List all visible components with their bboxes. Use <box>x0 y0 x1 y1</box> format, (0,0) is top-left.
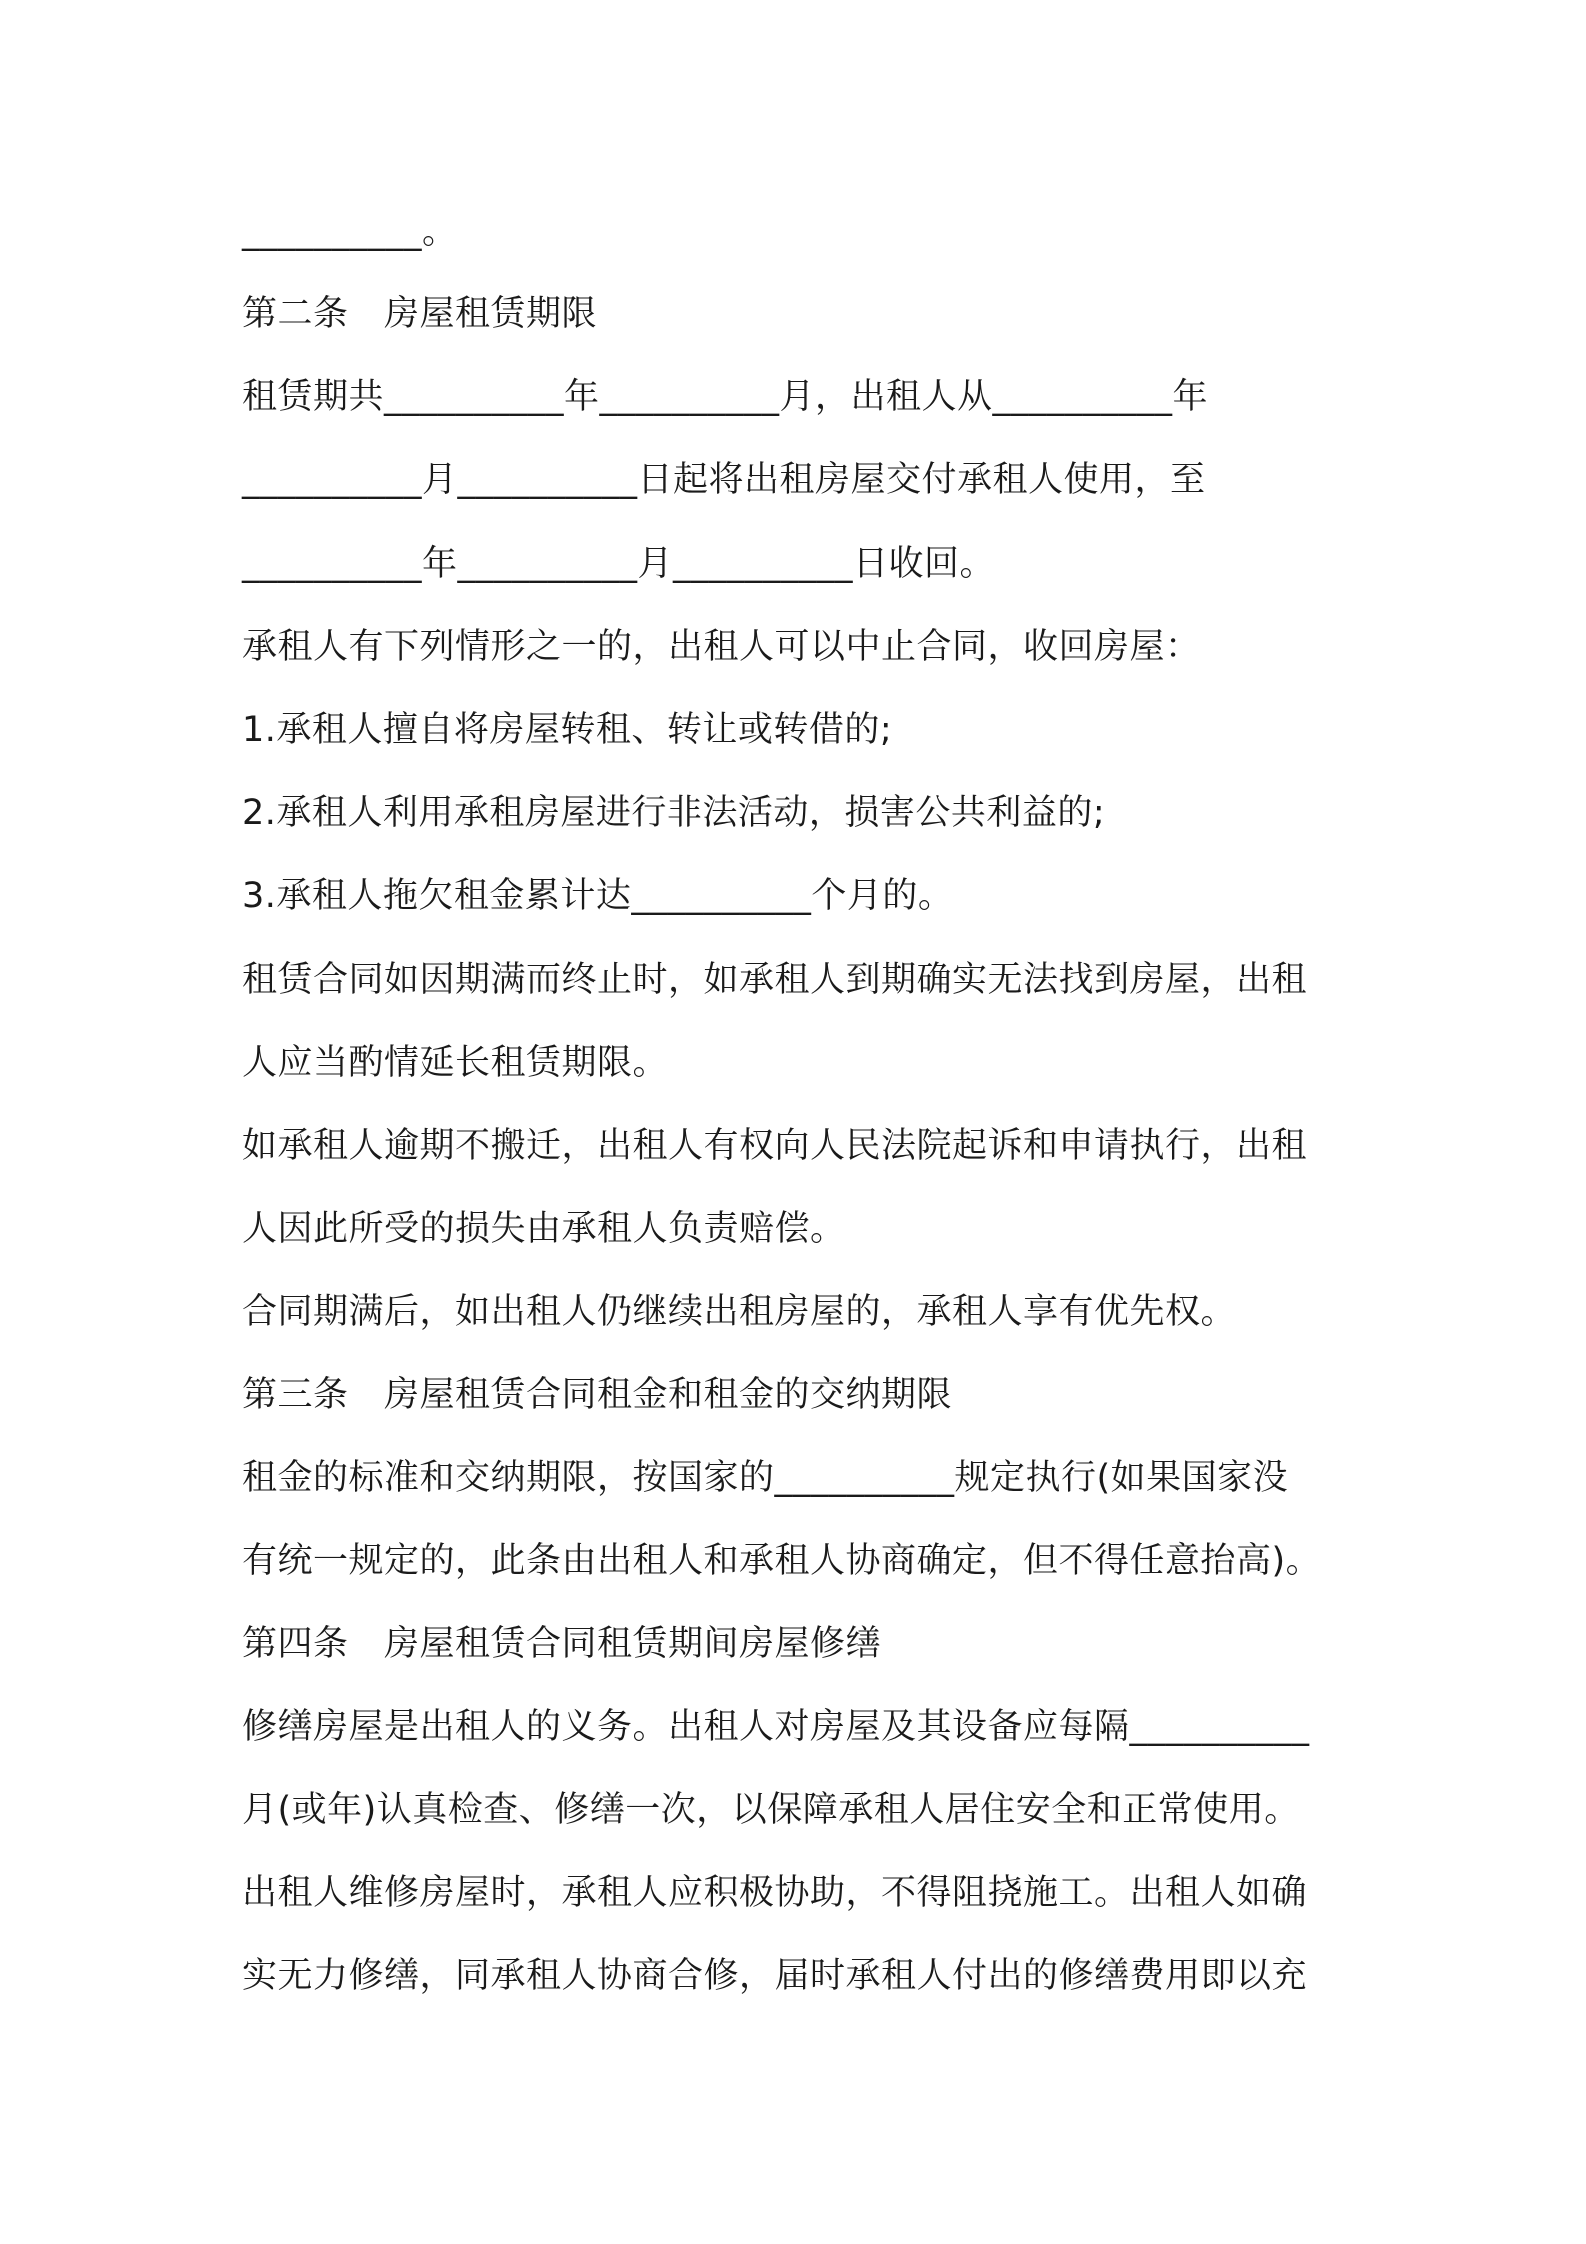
paragraph-line: 租金的标准和交纳期限，按国家的__________规定执行(如果国家没 <box>242 1458 1289 1498</box>
list-item: 2.承租人利用承租房屋进行非法活动，损害公共利益的; <box>242 793 1106 833</box>
paragraph-line: 承租人有下列情形之一的，出租人可以中止合同，收回房屋： <box>242 627 1201 667</box>
paragraph-line: 如承租人逾期不搬迁，出租人有权向人民法院起诉和申请执行，出租 <box>242 1126 1308 1166</box>
article-3-heading: 第三条 房屋租赁合同租金和租金的交纳期限 <box>242 1375 953 1415</box>
paragraph-line: 月(或年)认真检查、修缮一次，以保障承租人居住安全和正常使用。 <box>242 1790 1300 1830</box>
paragraph-line: 人因此所受的损失由承租人负责赔偿。 <box>242 1209 846 1249</box>
article-2-heading: 第二条 房屋租赁期限 <box>242 294 598 334</box>
paragraph-line: __________月__________日起将出租房屋交付承租人使用，至 <box>242 460 1206 500</box>
article-4-heading: 第四条 房屋租赁合同租赁期间房屋修缮 <box>242 1624 882 1664</box>
list-item: 1.承租人擅自将房屋转租、转让或转借的; <box>242 710 893 750</box>
paragraph-line: 出租人维修房屋时，承租人应积极协助，不得阻挠施工。出租人如确 <box>242 1873 1308 1913</box>
paragraph-line: 人应当酌情延长租赁期限。 <box>242 1043 669 1083</box>
list-item: 3.承租人拖欠租金累计达__________个月的。 <box>242 876 954 916</box>
paragraph-line: __________年__________月__________日收回。 <box>242 544 996 584</box>
paragraph-line: 合同期满后，如出租人仍继续出租房屋的，承租人享有优先权。 <box>242 1292 1237 1332</box>
paragraph-line: 有统一规定的，此条由出租人和承租人协商确定，但不得任意抬高)。 <box>242 1541 1322 1581</box>
blank-line-end: __________。 <box>242 212 458 252</box>
paragraph-line: 租赁合同如因期满而终止时，如承租人到期确实无法找到房屋，出租 <box>242 960 1308 1000</box>
paragraph-line: 修缮房屋是出租人的义务。出租人对房屋及其设备应每隔__________ <box>242 1707 1310 1747</box>
paragraph-line: 实无力修缮，同承租人协商合修，届时承租人付出的修缮费用即以充 <box>242 1956 1308 1996</box>
paragraph-line: 租赁期共__________年__________月，出租人从__________年 <box>242 377 1209 417</box>
